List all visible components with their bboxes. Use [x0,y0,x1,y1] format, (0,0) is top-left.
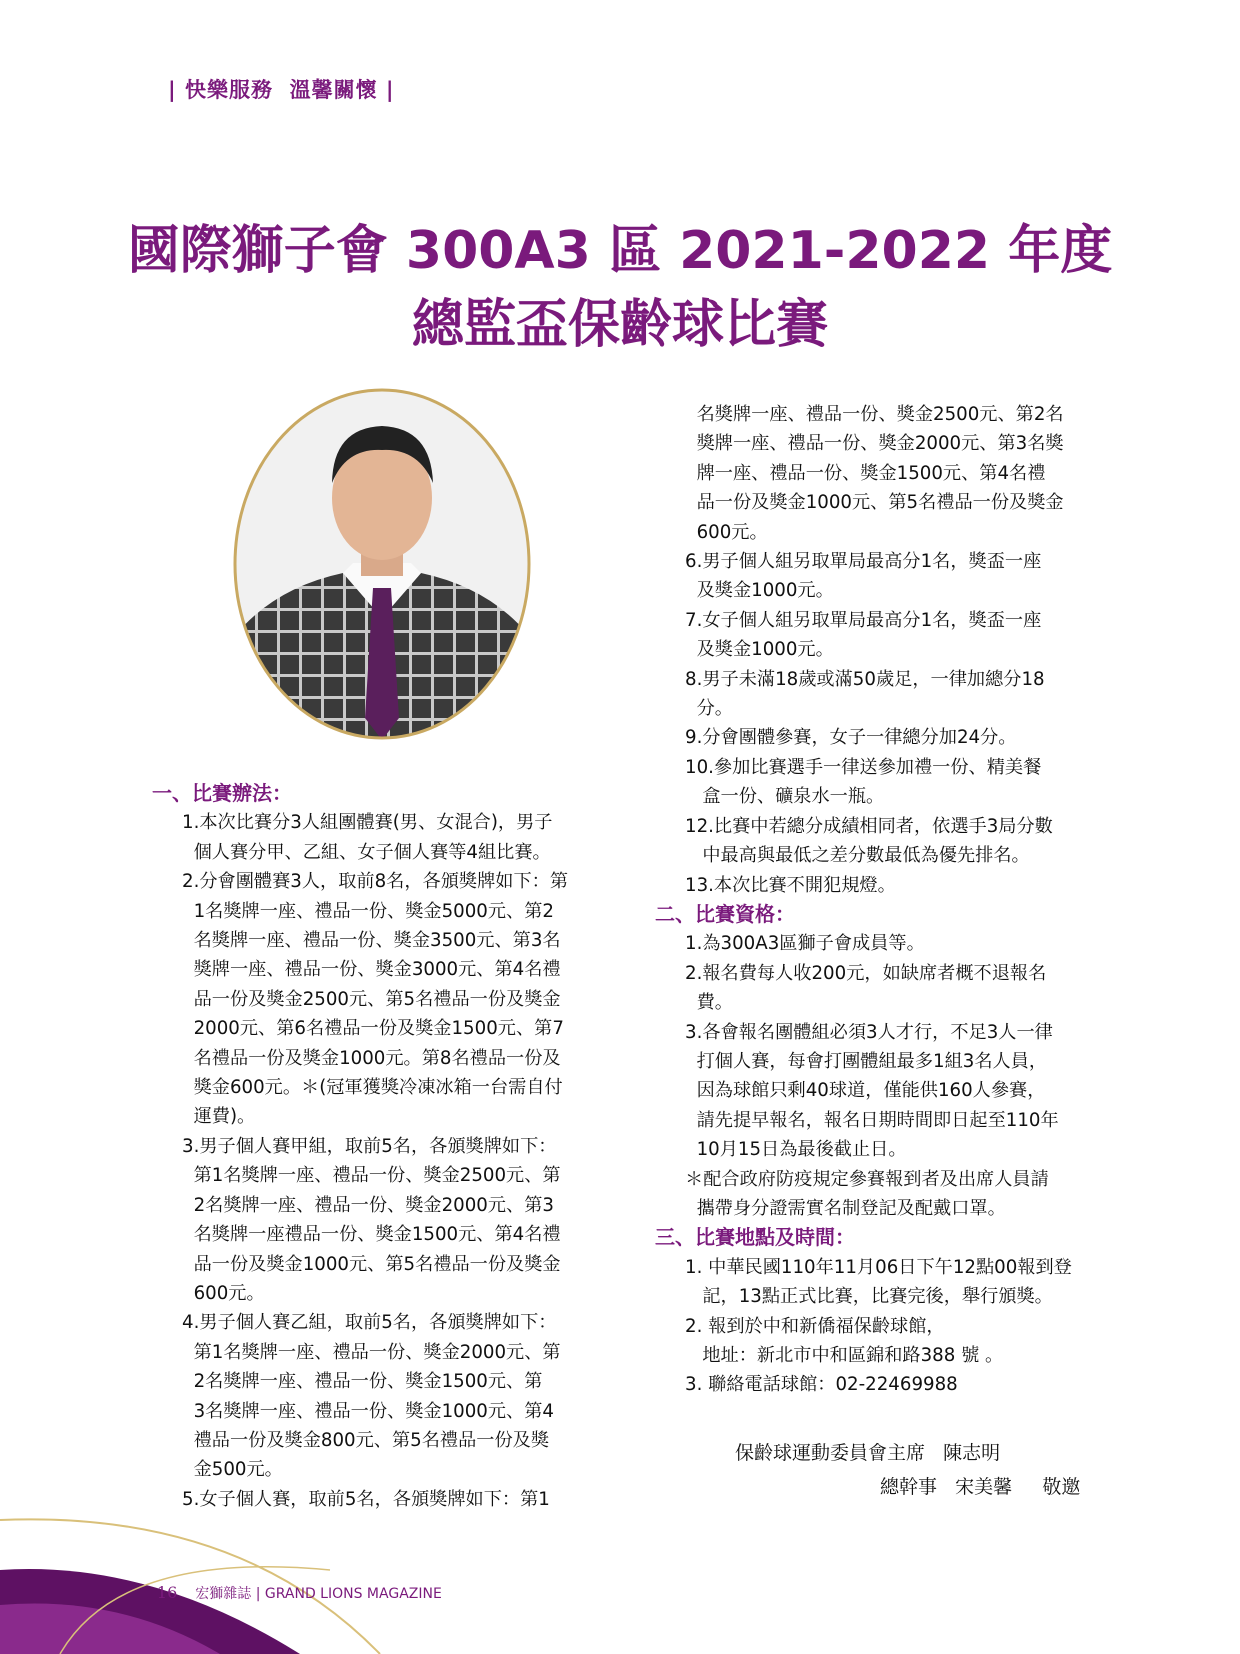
list-item-line: 打個人賽，每會打團體組最多1組3名人員， [685,1050,1048,1072]
list-item-line: 12.比賽中若總分成績相同者，依選手3局分數 [685,815,1053,837]
section-heading: 一、比賽辦法： [152,781,292,805]
list-item-line: 5.女子個人賽，取前5名，各頒獎牌如下：第1 [182,1488,550,1510]
list-item [655,959,1072,1018]
list-item-line: 及獎金1000元。 [685,639,834,661]
list-item [655,606,1072,665]
list-item [152,867,568,1132]
list-item [655,929,1072,958]
list-item-line: 品一份及獎金1000元、第5名禮品一份及獎金 [182,1253,561,1275]
list-item-line: 3名獎牌一座、禮品一份、獎金1000元、第4 [182,1400,554,1422]
list-item [152,808,568,867]
list-item-line: 2. 報到於中和新僑福保齡球館， [685,1315,945,1337]
list-item [655,1253,1072,1312]
list-item-line: 1. 中華民國110年11月06日下午12點00報到登 [685,1256,1072,1278]
list-item [655,723,1072,752]
list-item-line: 1名獎牌一座、禮品一份、獎金5000元、第2 [182,900,554,922]
list-item [655,665,1072,724]
list-item-line: 13.本次比賽不開犯規燈。 [685,874,896,896]
section-heading: 二、比賽資格： [655,901,795,926]
list-item-line: 10.參加比賽選手一律送參加禮一份、精美餐 [685,756,1042,778]
footer [148,1567,442,1603]
list-item-line: 名獎牌一座、禮品一份、獎金3500元、第3名 [182,930,561,952]
list-item-line: 獎牌一座、禮品一份、獎金3000元、第4名禮 [182,959,561,981]
left-column [152,779,568,1514]
list-item [655,400,1072,547]
list-item-line: 3.各會報名團體組必須3人才行，不足3人一律 [685,1021,1053,1043]
list-item [655,1018,1072,1165]
list-item-line: 名獎牌一座、禮品一份、獎金2500元、第2名 [685,404,1064,425]
list-item [655,547,1072,606]
list-item [152,1308,568,1484]
list-item-line: 因為球館只剩40球道，僅能供160人參賽， [685,1080,1046,1102]
list-item-line: 9.分會團體參賽，女子一律總分加24分。 [685,727,1017,749]
list-item-line: 請先提早報名，報名日期時間即日起至110年 [685,1109,1059,1131]
list-item-line: 8.男子未滿18歲或滿50歲足，一律加總分18 [685,668,1045,690]
list-item-line: 金500元。 [182,1459,283,1481]
list-item-line: 2000元、第6名禮品一份及獎金1500元、第7 [182,1018,564,1040]
list-item [152,1132,568,1308]
list-item [655,1165,1072,1224]
right-column [655,400,1072,1400]
list-item-line: 第1名獎牌一座、禮品一份、獎金2500元、第 [182,1165,561,1187]
list-item [655,1370,1072,1399]
list-item-line: 費。 [685,992,733,1014]
list-item-line: 品一份及獎金2500元、第5名禮品一份及獎金 [182,988,561,1010]
list-item-line: 獎牌一座、禮品一份、獎金2000元、第3名獎 [685,433,1064,455]
list-item [655,871,1072,900]
signature-line-1: 保齡球運動委員會主席 陳志明 [735,1442,1001,1464]
list-item-line: 運費)。 [182,1106,256,1128]
page-title-line1: 國際獅子會 300A3 區 2021-2022 年度 [127,221,1113,281]
list-item-line: 2名獎牌一座、禮品一份、獎金1500元、第 [182,1371,543,1393]
list-item-line: 盒一份、礦泉水一瓶。 [685,786,885,808]
list-item-line: 2名獎牌一座、禮品一份、獎金2000元、第3 [182,1194,554,1216]
person-portrait-icon [233,388,531,740]
list-item-line: ＊配合政府防疫規定參賽報到者及出席人員請 [685,1168,1049,1190]
page-number: 16 [156,1583,178,1602]
list-item-line: 600元。 [182,1282,265,1304]
list-item-line: 地址：新北市中和區錦和路388 號 。 [685,1345,1004,1366]
list-item-line: 攜帶身分證需實名制登記及配戴口罩。 [685,1197,1006,1219]
list-item [655,753,1072,812]
list-item-line: 中最高與最低之差分數最低為優先排名。 [685,845,1030,867]
list-item-line: 1.本次比賽分3人組團體賽(男、女混合)，男子 [182,812,553,834]
list-item-line: 10月15日為最後截止日。 [685,1139,907,1161]
list-item-line: 4.男子個人賽乙組，取前5名，各頒獎牌如下： [182,1312,557,1334]
list-item-line: 2.報名費每人收200元，如缺席者概不退報名 [685,962,1047,984]
magazine-name: 宏獅雜誌 | GRAND LIONS MAGAZINE [195,1586,442,1602]
list-item-line: 禮品一份及獎金800元、第5名禮品一份及獎 [182,1429,550,1451]
list-item-line: 3. 聯絡電話球館：02-22469988 [685,1374,958,1396]
list-item-line: 3.男子個人賽甲組，取前5名，各頒獎牌如下： [182,1135,557,1157]
page-title-line2: 總監盃保齡球比賽 [411,295,828,355]
list-item-line: 6.男子個人組另取單局最高分1名，獎盃一座 [685,551,1042,573]
list-item-line: 2.分會團體賽3人，取前8名，各頒獎牌如下：第 [182,871,569,893]
list-item-line: 品一份及獎金1000元、第5名禮品一份及獎金 [685,492,1064,514]
list-item [655,1312,1072,1371]
list-item-line: 及獎金1000元。 [685,580,834,602]
list-item-line: 記，13點正式比賽，比賽完後，舉行頒獎。 [685,1286,1053,1308]
list-item-line: 獎金600元。＊(冠軍獲獎冷凍冰箱一台需自付 [182,1077,563,1099]
list-item-line: 7.女子個人組另取單局最高分1名，獎盃一座 [685,609,1042,631]
section-heading: 三、比賽地點及時間： [655,1225,855,1250]
list-item-line: 第1名獎牌一座、禮品一份、獎金2000元、第 [182,1341,561,1363]
list-item-line: 牌一座、禮品一份、獎金1500元、第4名禮 [685,462,1046,484]
list-item-line: 1.為300A3區獅子會成員等。 [685,933,925,955]
list-item [655,812,1072,871]
tagline: | 快樂服務 溫馨關懷 | [168,78,395,102]
list-item-line: 個人賽分甲、乙組、女子個人賽等4組比賽。 [182,841,551,863]
list-item-line: 分。 [685,698,733,720]
list-item-line: 名禮品一份及獎金1000元。第8名禮品一份及 [182,1047,561,1069]
signature-line-2: 總幹事 宋美馨 敬邀 [880,1476,1081,1498]
list-item-line: 名獎牌一座禮品一份、獎金1500元、第4名禮 [182,1224,561,1246]
list-item-line: 600元。 [685,521,768,543]
